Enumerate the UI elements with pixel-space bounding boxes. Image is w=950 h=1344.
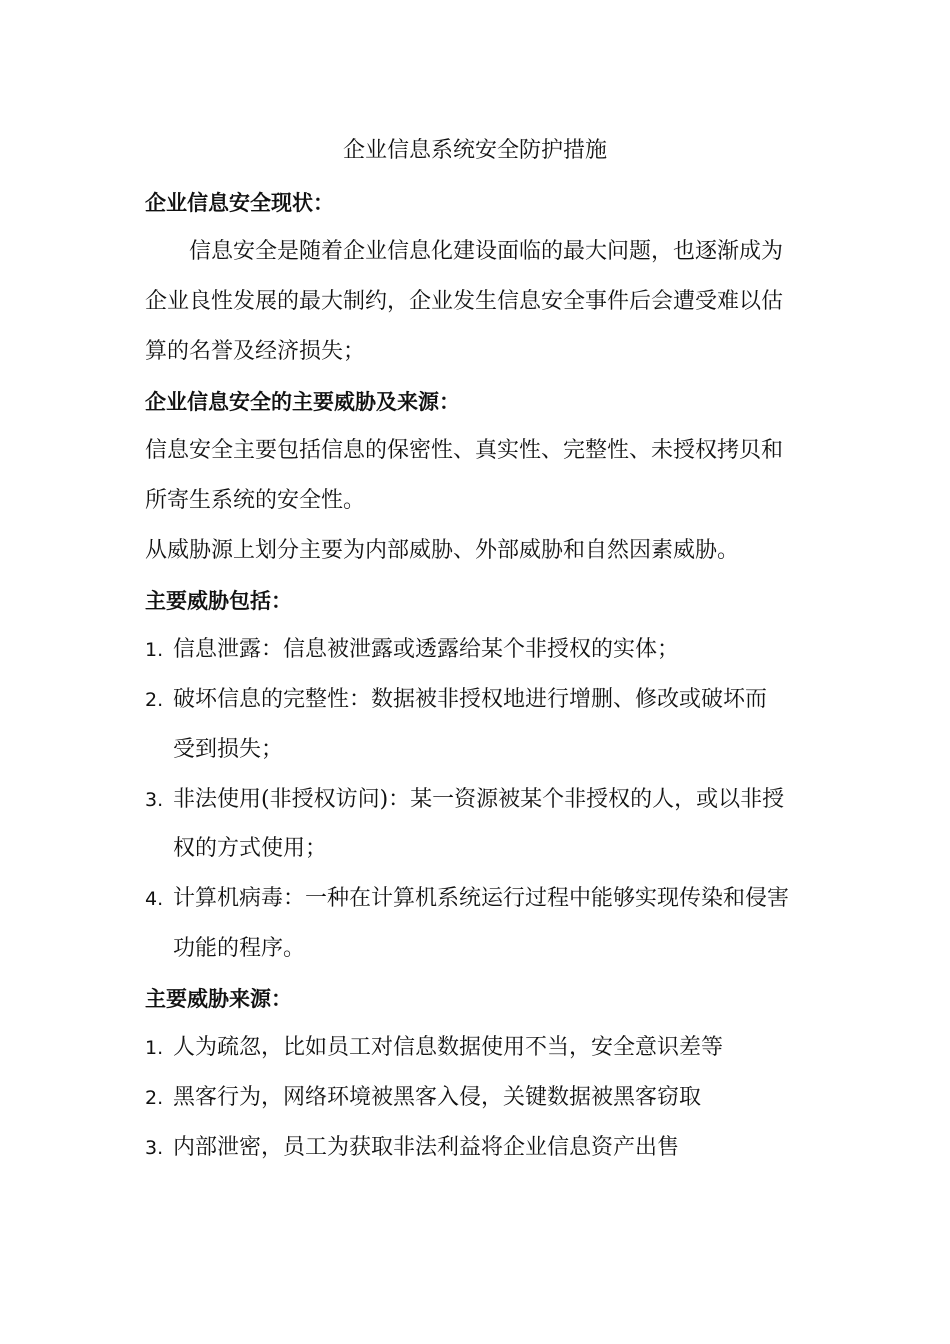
- document-title: 企业信息系统安全防护措施: [342, 138, 607, 163]
- list-item-number: 1.: [145, 639, 164, 661]
- list-item-text: 黑客行为，网络环境被黑客入侵，关键数据被黑客窃取: [173, 1085, 702, 1110]
- list-item-text: 人为疏忽，比如员工对信息数据使用不当，安全意识差等: [173, 1035, 724, 1060]
- list-item-text: 计算机病毒：一种在计算机系统运行过程中能够实现传染和侵害: [173, 886, 790, 911]
- list-item-number: 3.: [145, 789, 164, 811]
- section-heading-current-status: 企业信息安全现状：: [145, 191, 334, 215]
- list-item-text: 信息泄露：信息被泄露或透露给某个非授权的实体；: [173, 637, 680, 662]
- section-heading-threats-sources: 企业信息安全的主要威胁及来源：: [145, 390, 460, 414]
- list-item-number: 1.: [145, 1037, 164, 1059]
- list-item-number: 2.: [145, 689, 164, 711]
- paragraph-line: 算的名誉及经济损失；: [145, 339, 366, 364]
- list-item-number: 3.: [145, 1137, 164, 1159]
- paragraph-line: 信息安全主要包括信息的保密性、真实性、完整性、未授权拷贝和: [145, 438, 784, 463]
- list-item-text: 受到损失；: [173, 737, 284, 762]
- paragraph-line: 信息安全是随着企业信息化建设面临的最大问题，也逐渐成为: [189, 239, 784, 264]
- section-heading-threat-sources: 主要威胁来源：: [145, 987, 292, 1011]
- list-item-text: 非法使用(非授权访问)：某一资源被某个非授权的人，或以非授: [173, 787, 785, 812]
- section-heading-main-threats: 主要威胁包括：: [145, 589, 292, 613]
- list-item-text: 内部泄密，员工为获取非法利益将企业信息资产出售: [173, 1135, 680, 1160]
- list-item-text: 破坏信息的完整性：数据被非授权地进行增删、修改或破坏而: [173, 687, 768, 712]
- paragraph-line: 企业良性发展的最大制约，企业发生信息安全事件后会遭受难以估: [145, 289, 784, 314]
- list-item-number: 4.: [145, 888, 164, 910]
- list-item-text: 权的方式使用；: [173, 836, 328, 861]
- paragraph-line: 从威胁源上划分主要为内部威胁、外部威胁和自然因素威胁。: [145, 538, 740, 563]
- paragraph-line: 所寄生系统的安全性。: [145, 488, 366, 513]
- list-item-number: 2.: [145, 1087, 164, 1109]
- list-item-text: 功能的程序。: [173, 936, 306, 961]
